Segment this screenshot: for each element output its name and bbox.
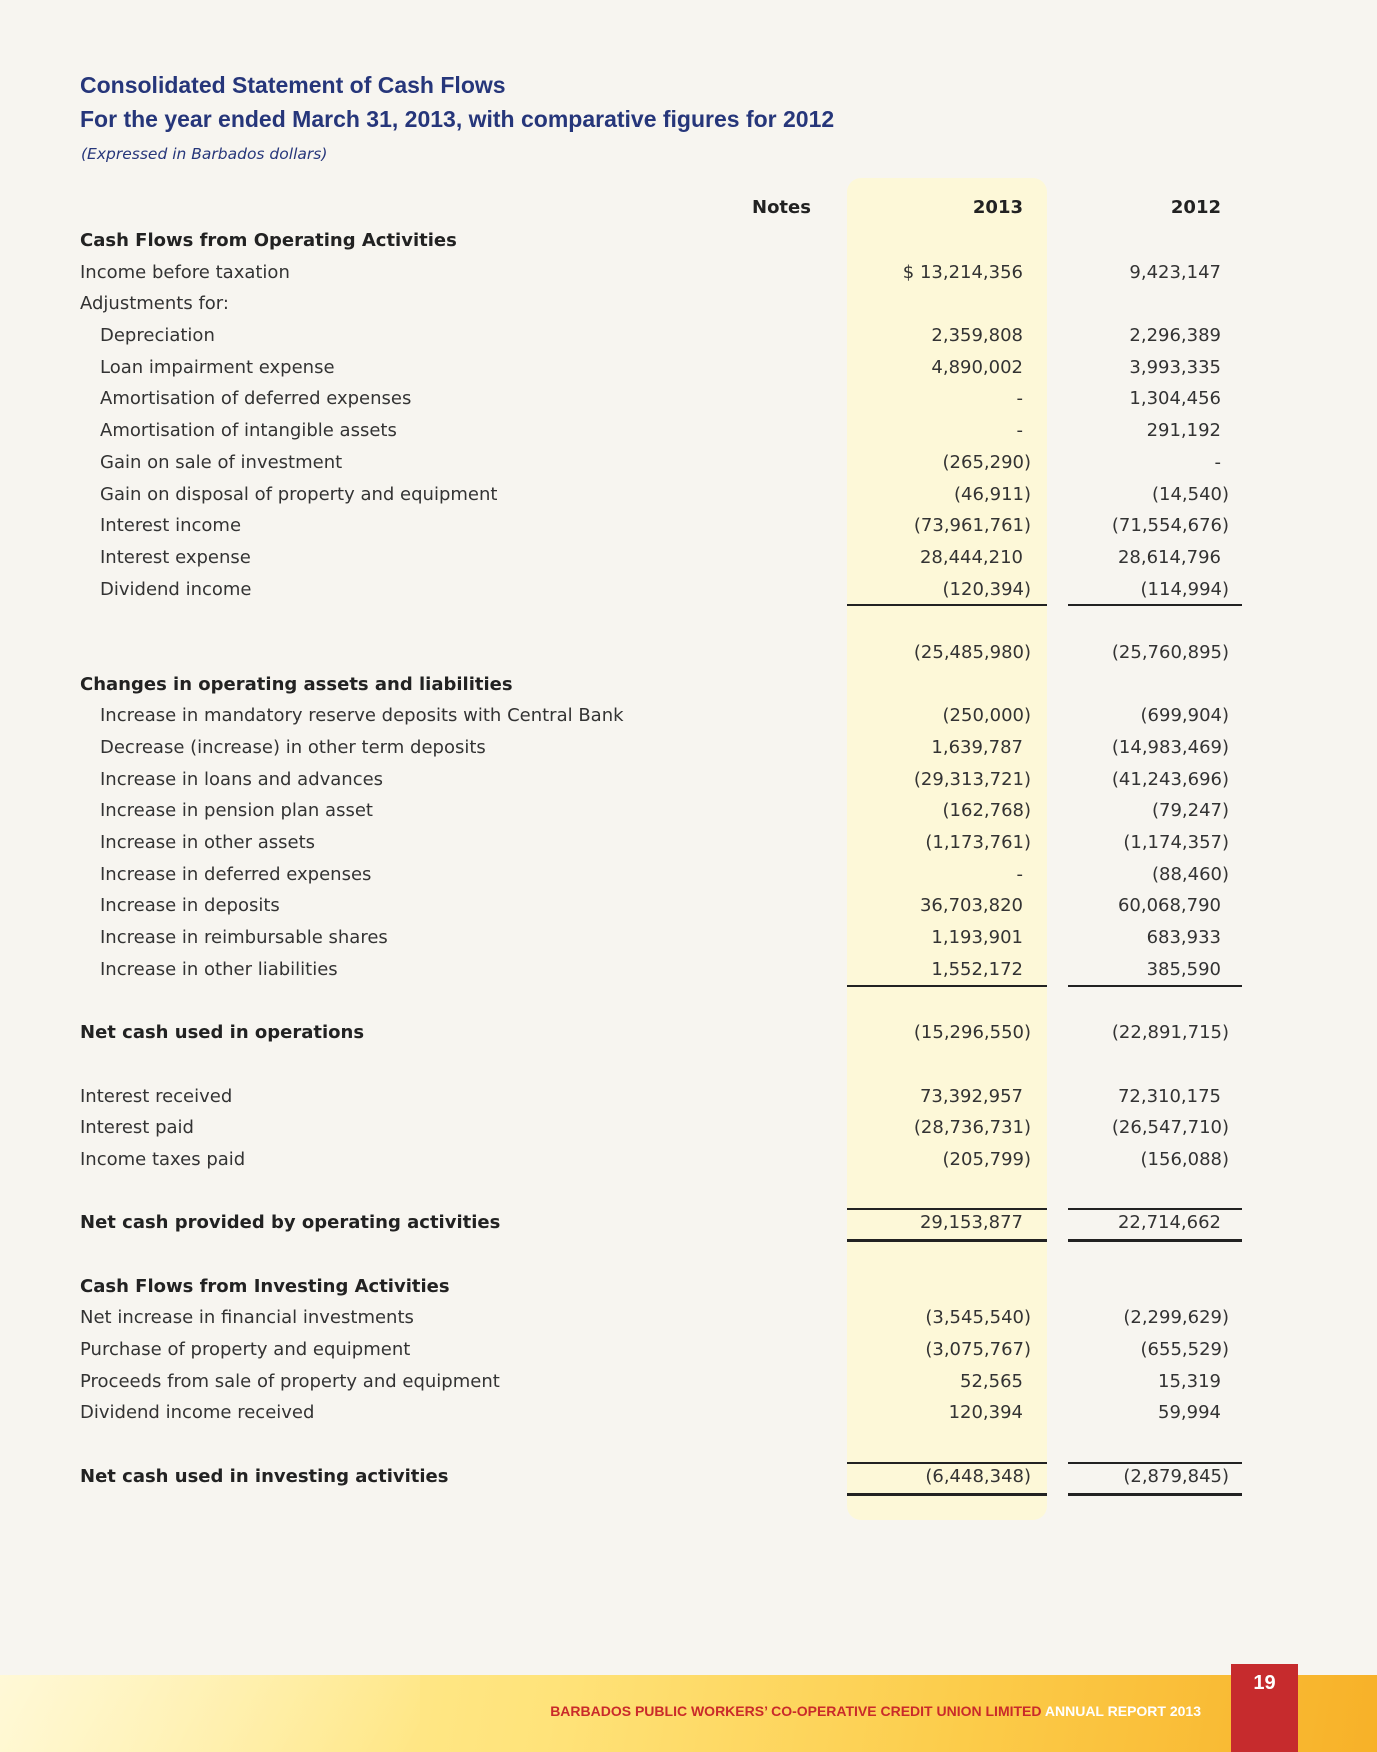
table-row bbox=[0, 1462, 1377, 1494]
table-row bbox=[0, 670, 1377, 702]
row-label: Income taxes paid bbox=[80, 1148, 246, 1170]
row-label: Depreciation bbox=[100, 325, 215, 347]
row-spacer bbox=[0, 1430, 1377, 1462]
row-label: Purchase of property and equipment bbox=[80, 1339, 411, 1361]
page-title: Consolidated Statement of Cash Flows bbox=[80, 72, 506, 98]
value-2012: - bbox=[1214, 451, 1221, 473]
value-2012: (14,540) bbox=[1151, 483, 1229, 505]
row-spacer bbox=[0, 1240, 1377, 1272]
table-row bbox=[0, 1018, 1377, 1050]
rule-line bbox=[847, 1462, 1047, 1464]
value-2013: (73,961,761) bbox=[913, 515, 1031, 537]
footer-org-name: BARBADOS PUBLIC WORKERS’ CO-OPERATIVE CREDIT UNION LIMITED bbox=[550, 1703, 1042, 1719]
table-row bbox=[0, 258, 1377, 290]
row-label: Net cash used in operations bbox=[80, 1022, 365, 1044]
value-2012: (699,904) bbox=[1140, 705, 1229, 727]
page-subtitle-period: For the year ended March 31, 2013, with comparative figures for 2012 bbox=[80, 106, 835, 132]
value-2013: (29,313,721) bbox=[913, 768, 1031, 790]
value-2012: 3,993,335 bbox=[1129, 356, 1221, 378]
row-label: Gain on sale of investment bbox=[100, 451, 343, 473]
table-row bbox=[0, 1303, 1377, 1335]
table-row bbox=[0, 1082, 1377, 1114]
table-row bbox=[0, 1208, 1377, 1240]
row-label: Loan impairment expense bbox=[100, 356, 335, 378]
row-label: Decrease (increase) in other term deposits bbox=[100, 737, 486, 758]
page-number: 19 bbox=[1231, 1664, 1298, 1752]
value-2012: (71,554,676) bbox=[1111, 515, 1229, 537]
row-label: Interest expense bbox=[100, 546, 251, 568]
rule-line bbox=[847, 1493, 1047, 1496]
row-label: Proceeds from sale of property and equipment bbox=[80, 1370, 500, 1392]
rule-line bbox=[1068, 1462, 1242, 1464]
value-2012: 683,933 bbox=[1146, 927, 1221, 949]
row-label: Dividend income received bbox=[80, 1402, 315, 1424]
row-label: Income before taxation bbox=[80, 261, 290, 283]
row-label: Net cash provided by operating activities bbox=[80, 1212, 501, 1234]
table-row bbox=[0, 1113, 1377, 1145]
value-2012: 28,614,796 bbox=[1117, 546, 1221, 568]
value-2012: 1,304,456 bbox=[1129, 388, 1221, 410]
value-2013: 2,359,808 bbox=[931, 325, 1023, 347]
row-label: Amortisation of deferred expenses bbox=[100, 388, 412, 410]
row-label: Amortisation of intangible assets bbox=[100, 420, 397, 442]
value-2013: (15,296,550) bbox=[913, 1022, 1031, 1044]
value-2012: 9,423,147 bbox=[1129, 261, 1221, 283]
row-label: Increase in deferred expenses bbox=[100, 863, 372, 885]
value-2013: (1,173,761) bbox=[925, 832, 1031, 854]
value-2013: (6,448,348) bbox=[925, 1465, 1031, 1487]
table-row bbox=[0, 575, 1377, 607]
value-2012: (655,529) bbox=[1140, 1339, 1229, 1361]
value-2012: (79,247) bbox=[1151, 800, 1229, 822]
table-row bbox=[0, 765, 1377, 797]
currency-note: (Expressed in Barbados dollars) bbox=[81, 145, 328, 163]
table-row bbox=[0, 1367, 1377, 1399]
row-label: Interest income bbox=[100, 515, 242, 537]
table-row bbox=[0, 796, 1377, 828]
value-2012: (2,879,845) bbox=[1123, 1465, 1229, 1487]
table-row bbox=[0, 828, 1377, 860]
table-row bbox=[0, 891, 1377, 923]
row-label: Dividend income bbox=[100, 578, 252, 600]
value-2013: 28,444,210 bbox=[919, 546, 1023, 568]
value-2012: (114,994) bbox=[1140, 578, 1229, 600]
table-row bbox=[0, 480, 1377, 512]
row-label: Adjustments for: bbox=[80, 293, 229, 315]
value-2013: 73,392,957 bbox=[919, 1085, 1023, 1107]
value-2012: (1,174,357) bbox=[1123, 832, 1229, 854]
table-row bbox=[0, 860, 1377, 892]
value-2012: (25,760,895) bbox=[1111, 641, 1229, 663]
rule-line bbox=[1068, 1208, 1242, 1210]
row-label: Interest received bbox=[80, 1085, 233, 1107]
value-2012: 291,192 bbox=[1146, 420, 1221, 442]
column-header-2012: 2012 bbox=[1170, 197, 1221, 218]
footer-report-title: ANNUAL REPORT 2013 bbox=[1044, 1703, 1201, 1719]
row-label: Increase in deposits bbox=[100, 895, 280, 917]
row-spacer bbox=[0, 1177, 1377, 1209]
column-header-notes: Notes bbox=[752, 197, 811, 218]
value-2013: 1,639,787 bbox=[931, 737, 1023, 758]
value-2013: 1,193,901 bbox=[931, 927, 1023, 949]
table-row bbox=[0, 321, 1377, 353]
value-2013: 29,153,877 bbox=[919, 1212, 1023, 1234]
value-2012: 385,590 bbox=[1146, 958, 1221, 980]
table-row bbox=[0, 384, 1377, 416]
value-2012: (2,299,629) bbox=[1123, 1307, 1229, 1329]
row-spacer bbox=[0, 606, 1377, 638]
value-2012: 59,994 bbox=[1158, 1402, 1221, 1424]
column-header-2013: 2013 bbox=[972, 197, 1023, 218]
table-row bbox=[0, 543, 1377, 575]
value-2012: (156,088) bbox=[1140, 1148, 1229, 1170]
row-spacer bbox=[0, 987, 1377, 1019]
value-2012: 2,296,389 bbox=[1129, 325, 1221, 347]
value-2012: (22,891,715) bbox=[1111, 1022, 1229, 1044]
value-2013: 1,552,172 bbox=[931, 958, 1023, 980]
value-2013: (250,000) bbox=[942, 705, 1031, 727]
table-row bbox=[0, 511, 1377, 543]
value-2013: 4,890,002 bbox=[931, 356, 1023, 378]
value-2013: (46,911) bbox=[953, 483, 1031, 505]
cash-flow-table bbox=[0, 226, 1377, 1494]
value-2013: - bbox=[1016, 420, 1023, 442]
rule-line bbox=[1068, 1493, 1242, 1496]
row-label: Gain on disposal of property and equipment bbox=[100, 483, 498, 505]
value-2012: (14,983,469) bbox=[1111, 737, 1229, 758]
value-2013: (25,485,980) bbox=[913, 641, 1031, 663]
table-row bbox=[0, 416, 1377, 448]
table-row bbox=[0, 353, 1377, 385]
table-row bbox=[0, 448, 1377, 480]
value-2012: 15,319 bbox=[1158, 1370, 1221, 1392]
footer-text bbox=[550, 1703, 1201, 1719]
value-2012: (88,460) bbox=[1151, 863, 1229, 885]
value-2012: 22,714,662 bbox=[1117, 1212, 1221, 1234]
row-label: Increase in other assets bbox=[100, 832, 315, 854]
value-2012: (41,243,696) bbox=[1111, 768, 1229, 790]
value-2013: $ 13,214,356 bbox=[902, 261, 1023, 283]
value-2013: 52,565 bbox=[960, 1370, 1023, 1392]
row-label: Net cash used in investing activities bbox=[80, 1465, 449, 1487]
value-2013: (162,768) bbox=[942, 800, 1031, 822]
table-row bbox=[0, 701, 1377, 733]
row-spacer bbox=[0, 1050, 1377, 1082]
table-row bbox=[0, 289, 1377, 321]
value-2013: (205,799) bbox=[942, 1148, 1031, 1170]
table-row bbox=[0, 226, 1377, 258]
row-label: Increase in other liabilities bbox=[100, 958, 338, 980]
row-label: Cash Flows from Operating Activities bbox=[80, 230, 457, 251]
row-label: Interest paid bbox=[80, 1117, 194, 1139]
value-2013: (120,394) bbox=[942, 578, 1031, 600]
value-2012: 72,310,175 bbox=[1117, 1085, 1221, 1107]
value-2013: 120,394 bbox=[948, 1402, 1023, 1424]
value-2013: - bbox=[1016, 388, 1023, 410]
value-2013: - bbox=[1016, 863, 1023, 885]
rule-line bbox=[847, 1208, 1047, 1210]
row-label: Increase in pension plan asset bbox=[100, 800, 373, 822]
row-label: Increase in loans and advances bbox=[100, 768, 384, 790]
table-row bbox=[0, 923, 1377, 955]
row-label: Cash Flows from Investing Activities bbox=[80, 1275, 450, 1297]
table-row bbox=[0, 733, 1377, 765]
value-2013: (3,075,767) bbox=[925, 1339, 1031, 1361]
value-2013: (265,290) bbox=[942, 451, 1031, 473]
table-row bbox=[0, 1398, 1377, 1430]
value-2012: 60,068,790 bbox=[1117, 895, 1221, 917]
row-label: Net increase in financial investments bbox=[80, 1307, 414, 1329]
value-2013: (3,545,540) bbox=[925, 1307, 1031, 1329]
row-label: Increase in mandatory reserve deposits with Central Bank bbox=[100, 705, 624, 727]
table-row bbox=[0, 955, 1377, 987]
table-row bbox=[0, 1272, 1377, 1304]
row-label: Increase in reimbursable shares bbox=[100, 927, 388, 949]
value-2012: (26,547,710) bbox=[1111, 1117, 1229, 1139]
row-label: Changes in operating assets and liabilities bbox=[80, 673, 513, 695]
table-row bbox=[0, 638, 1377, 670]
value-2013: 36,703,820 bbox=[919, 895, 1023, 917]
table-row bbox=[0, 1145, 1377, 1177]
value-2013: (28,736,731) bbox=[913, 1117, 1031, 1139]
table-row bbox=[0, 1335, 1377, 1367]
